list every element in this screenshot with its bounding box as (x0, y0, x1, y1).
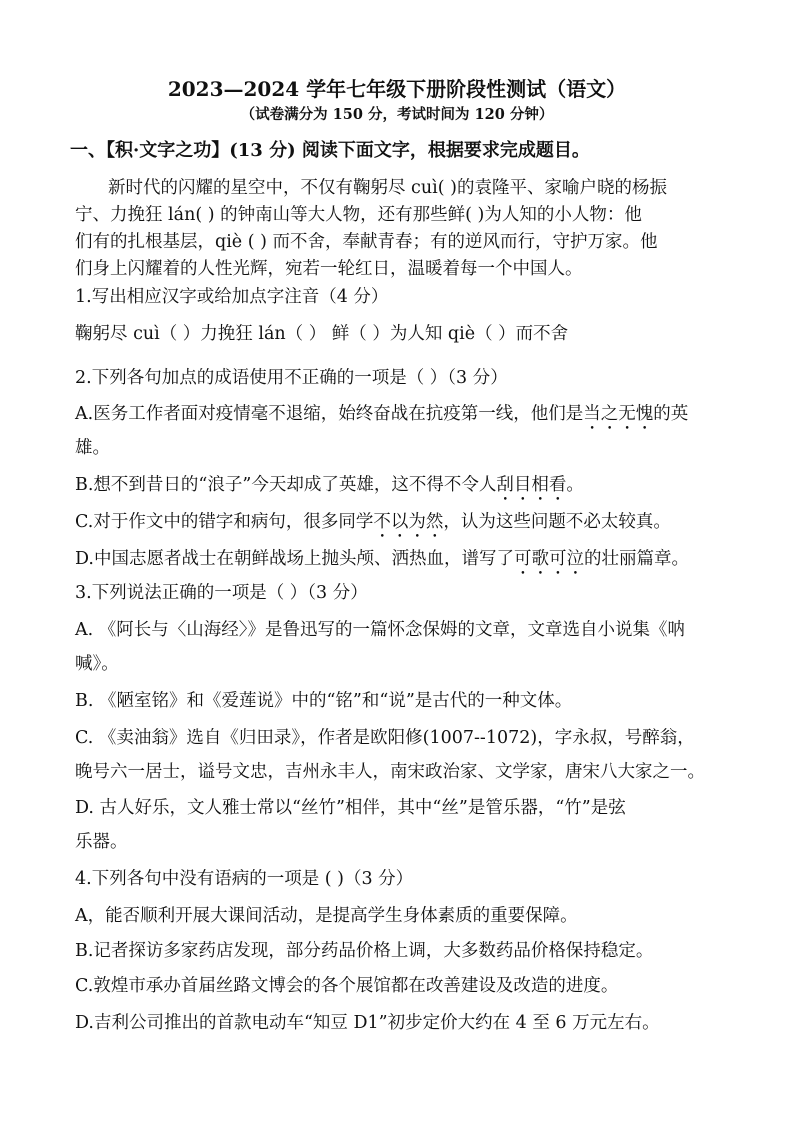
section-heading: 一、【积·文字之功】(13 分) 阅读下面文字，根据要求完成题目。 (70, 140, 590, 161)
option-text: A.医务工作者面对疫情毫不退缩，始终奋战在抗疫第一线，他们是 (75, 404, 584, 424)
question-2-stem: 2.下列各句加点的成语使用不正确的一项是（ ）（3 分） (75, 368, 508, 388)
question-2-option-a-cont: 雄。 (75, 438, 110, 458)
dotted-idiom: 刮目相看 (496, 475, 567, 495)
passage-line: 宁、力挽狂 lán( ) 的钟南山等大人物，还有那些鲜( )为人知的小人物：他 (75, 205, 642, 225)
exam-title: 2023—2024 学年七年级下册阶段性测试（语文） (167, 77, 627, 101)
question-4-stem: 4.下列各句中没有语病的一项是 ( )（3 分） (75, 869, 414, 889)
question-1-answer-line: 鞠躬尽 cuì（ ）力挽狂 lán（ ） 鲜（ ）为人知 qiè（ ）而不舍 (75, 324, 569, 344)
question-3-option-d-cont: 乐器。 (75, 832, 128, 852)
question-2-option-b (75, 473, 735, 505)
question-3-option-a-cont: 喊》。 (75, 654, 119, 674)
question-3-stem: 3.下列说法正确的一项是（ ）（3 分） (75, 583, 368, 603)
question-2-option-d (75, 547, 735, 579)
question-4-option-d: D.吉利公司推出的首款电动车“知豆 D1”初步定价大约在 4 至 6 万元左右。 (75, 1013, 660, 1033)
question-3-option-c-cont: 晚号六一居士，谥号文忠，吉州永丰人，南宋政治家、文学家，唐宋八大家之一。 (75, 762, 705, 782)
option-text: B.想不到昔日的“浪子”今天却成了英雄，这不得不令人 (75, 475, 497, 495)
question-4-option-c: C.敦煌市承办首届丝路文博会的各个展馆都在改善建设及改造的进度。 (75, 976, 619, 996)
option-text: 的壮丽篇章。 (583, 549, 689, 569)
option-text: 。 (566, 475, 584, 495)
question-4-option-b: B.记者探访多家药店发现，部分药品价格上调，大多数药品价格保持稳定。 (75, 941, 654, 961)
passage-line: 们有的扎根基层，qiè ( ) 而不舍，奉献青春；有的逆风而行，守护万家。他 (75, 232, 658, 252)
option-text: D.中国志愿者战士在朝鲜战场上抛头颅、洒热血，谱写了 (75, 549, 514, 569)
question-3-option-b: B. 《陋室铭》和《爱莲说》中的“铭”和“说”是古代的一种文体。 (75, 691, 573, 711)
option-text: ，认为这些问题不必太较真。 (443, 512, 671, 532)
dotted-idiom: 当之无愧 (583, 404, 654, 424)
option-text: 的英 (653, 404, 689, 424)
question-3-option-d: D. 古人好乐，文人雅士常以“丝竹”相伴，其中“丝”是管乐器，“竹”是弦 (75, 798, 626, 818)
passage-line: 们身上闪耀着的人性光辉，宛若一轮红日，温暖着每一个中国人。 (75, 259, 583, 279)
dotted-idiom: 不以为然 (373, 512, 444, 532)
dotted-idiom: 可歌可泣 (513, 549, 584, 569)
option-text: C.对于作文中的错字和病句，很多同学 (75, 512, 374, 532)
passage-line: 新时代的闪耀的星空中，不仅有鞠躬尽 cuì( )的袁隆平、家喻户晓的杨振 (108, 178, 667, 198)
question-2-option-a (75, 402, 735, 434)
question-3-option-c: C. 《卖油翁》选自《归田录》，作者是欧阳修(1007--1072)，字永叔，号醉翁， (75, 728, 695, 748)
question-3-option-a: A. 《阿长与〈山海经〉》是鲁迅写的一篇怀念保姆的文章，文章选自小说集《呐 (75, 620, 686, 640)
question-4-option-a: A，能否顺利开展大课间活动，是提高学生身体素质的重要保障。 (75, 906, 578, 926)
question-2-option-c (75, 510, 735, 542)
question-1-stem: 1.写出相应汉字或给加点字注音（4 分） (75, 287, 389, 307)
exam-subtitle: （试卷满分为 150 分，考试时间为 120 分钟） (240, 106, 554, 123)
